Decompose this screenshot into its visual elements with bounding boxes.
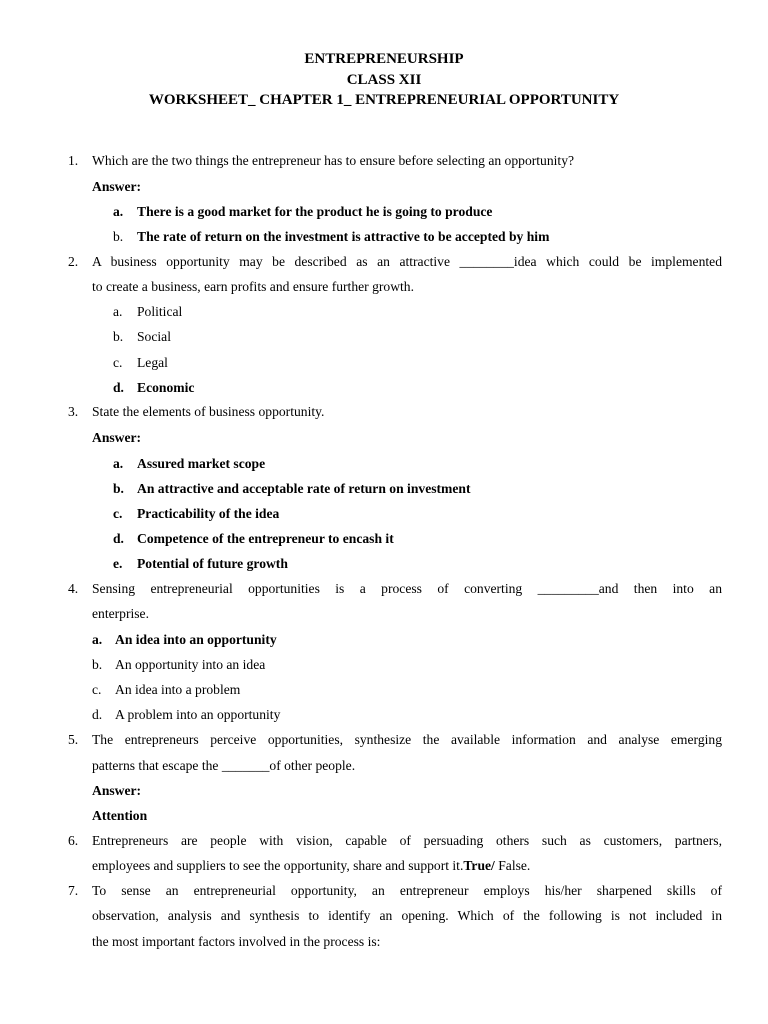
option-letter: b. <box>113 481 124 496</box>
option-text: An idea into a problem <box>115 682 241 697</box>
worksheet-title: WORKSHEET_ CHAPTER 1_ ENTREPRENEURIAL OPPORTUNITY <box>148 92 620 108</box>
option-letter: e. <box>113 556 123 571</box>
option-text: A problem into an opportunity <box>115 707 281 722</box>
answer-text: Attention <box>92 808 148 823</box>
option-letter: a. <box>113 304 123 319</box>
answer-option: There is a good market for the product he is going to produce <box>137 204 493 219</box>
option-letter: a. <box>92 632 103 647</box>
false-option: False. <box>494 858 531 873</box>
question-text-line: to create a business, earn profits and ensure further growth. <box>92 279 414 294</box>
question-number: 7. <box>68 883 79 898</box>
option-text: Legal <box>137 355 168 370</box>
answer-label: Answer: <box>92 783 142 798</box>
true-answer: True/ <box>463 858 495 873</box>
question-number: 4. <box>68 581 79 596</box>
question-text-line: Sensing entrepreneurial opportunities is a process of converting _________and then into an <box>92 581 722 596</box>
question-text-line: A business opportunity may be described as an attractive ________idea which could be implemented <box>92 254 722 269</box>
option-letter: d. <box>113 380 124 395</box>
option-letter: c. <box>113 355 123 370</box>
option-text: Social <box>137 329 171 344</box>
option-letter: c. <box>113 506 123 521</box>
question-text-line <box>92 859 530 873</box>
option-letter: b. <box>113 229 124 244</box>
question-text-line: observation, analysis and synthesis to identify an opening. Which of the following is not included in <box>92 908 722 923</box>
option-text: Political <box>137 304 183 319</box>
option-letter: a. <box>113 204 124 219</box>
answer-option: Potential of future growth <box>137 556 288 571</box>
option-letter: d. <box>113 531 124 546</box>
question-number: 2. <box>68 254 79 269</box>
question-text: employees and suppliers to see the opportunity, share and support it. <box>92 858 464 873</box>
question-text-line: The entrepreneurs perceive opportunities, synthesize the available information and analyse emerging <box>92 732 722 747</box>
question-number: 6. <box>68 833 79 848</box>
question-number: 5. <box>68 732 79 747</box>
question-text-line: the most important factors involved in the process is: <box>92 934 381 949</box>
question-text-line: patterns that escape the _______of other people. <box>92 758 356 773</box>
option-letter: d. <box>92 707 103 722</box>
option-letter: b. <box>113 329 124 344</box>
answer-option: The rate of return on the investment is attractive to be accepted by him <box>137 229 550 244</box>
question-text-line: To sense an entrepreneurial opportunity, an entrepreneur employs his/her sharpened skills of <box>92 883 722 898</box>
correct-option: An idea into an opportunity <box>115 632 277 647</box>
option-letter: c. <box>92 682 102 697</box>
option-letter: a. <box>113 456 124 471</box>
class-title: CLASS XII <box>346 72 422 88</box>
option-letter: b. <box>92 657 103 672</box>
answer-label: Answer: <box>92 179 142 194</box>
option-text: An opportunity into an idea <box>115 657 266 672</box>
answer-option: Practicability of the idea <box>137 506 280 521</box>
subject-title: ENTREPRENEURSHIP <box>304 51 464 67</box>
question-text: State the elements of business opportunity. <box>92 404 325 419</box>
question-text-line: enterprise. <box>92 606 149 621</box>
question-text-line: Entrepreneurs are people with vision, capable of persuading others such as customers, partners, <box>92 833 722 848</box>
correct-option: Economic <box>137 380 195 395</box>
answer-option: An attractive and acceptable rate of return on investment <box>137 481 471 496</box>
answer-option: Assured market scope <box>137 456 266 471</box>
answer-label: Answer: <box>92 430 142 445</box>
question-number: 3. <box>68 404 79 419</box>
question-text: Which are the two things the entrepreneur has to ensure before selecting an opportunity? <box>92 153 575 168</box>
question-number: 1. <box>68 153 79 168</box>
answer-option: Competence of the entrepreneur to encash it <box>137 531 394 546</box>
